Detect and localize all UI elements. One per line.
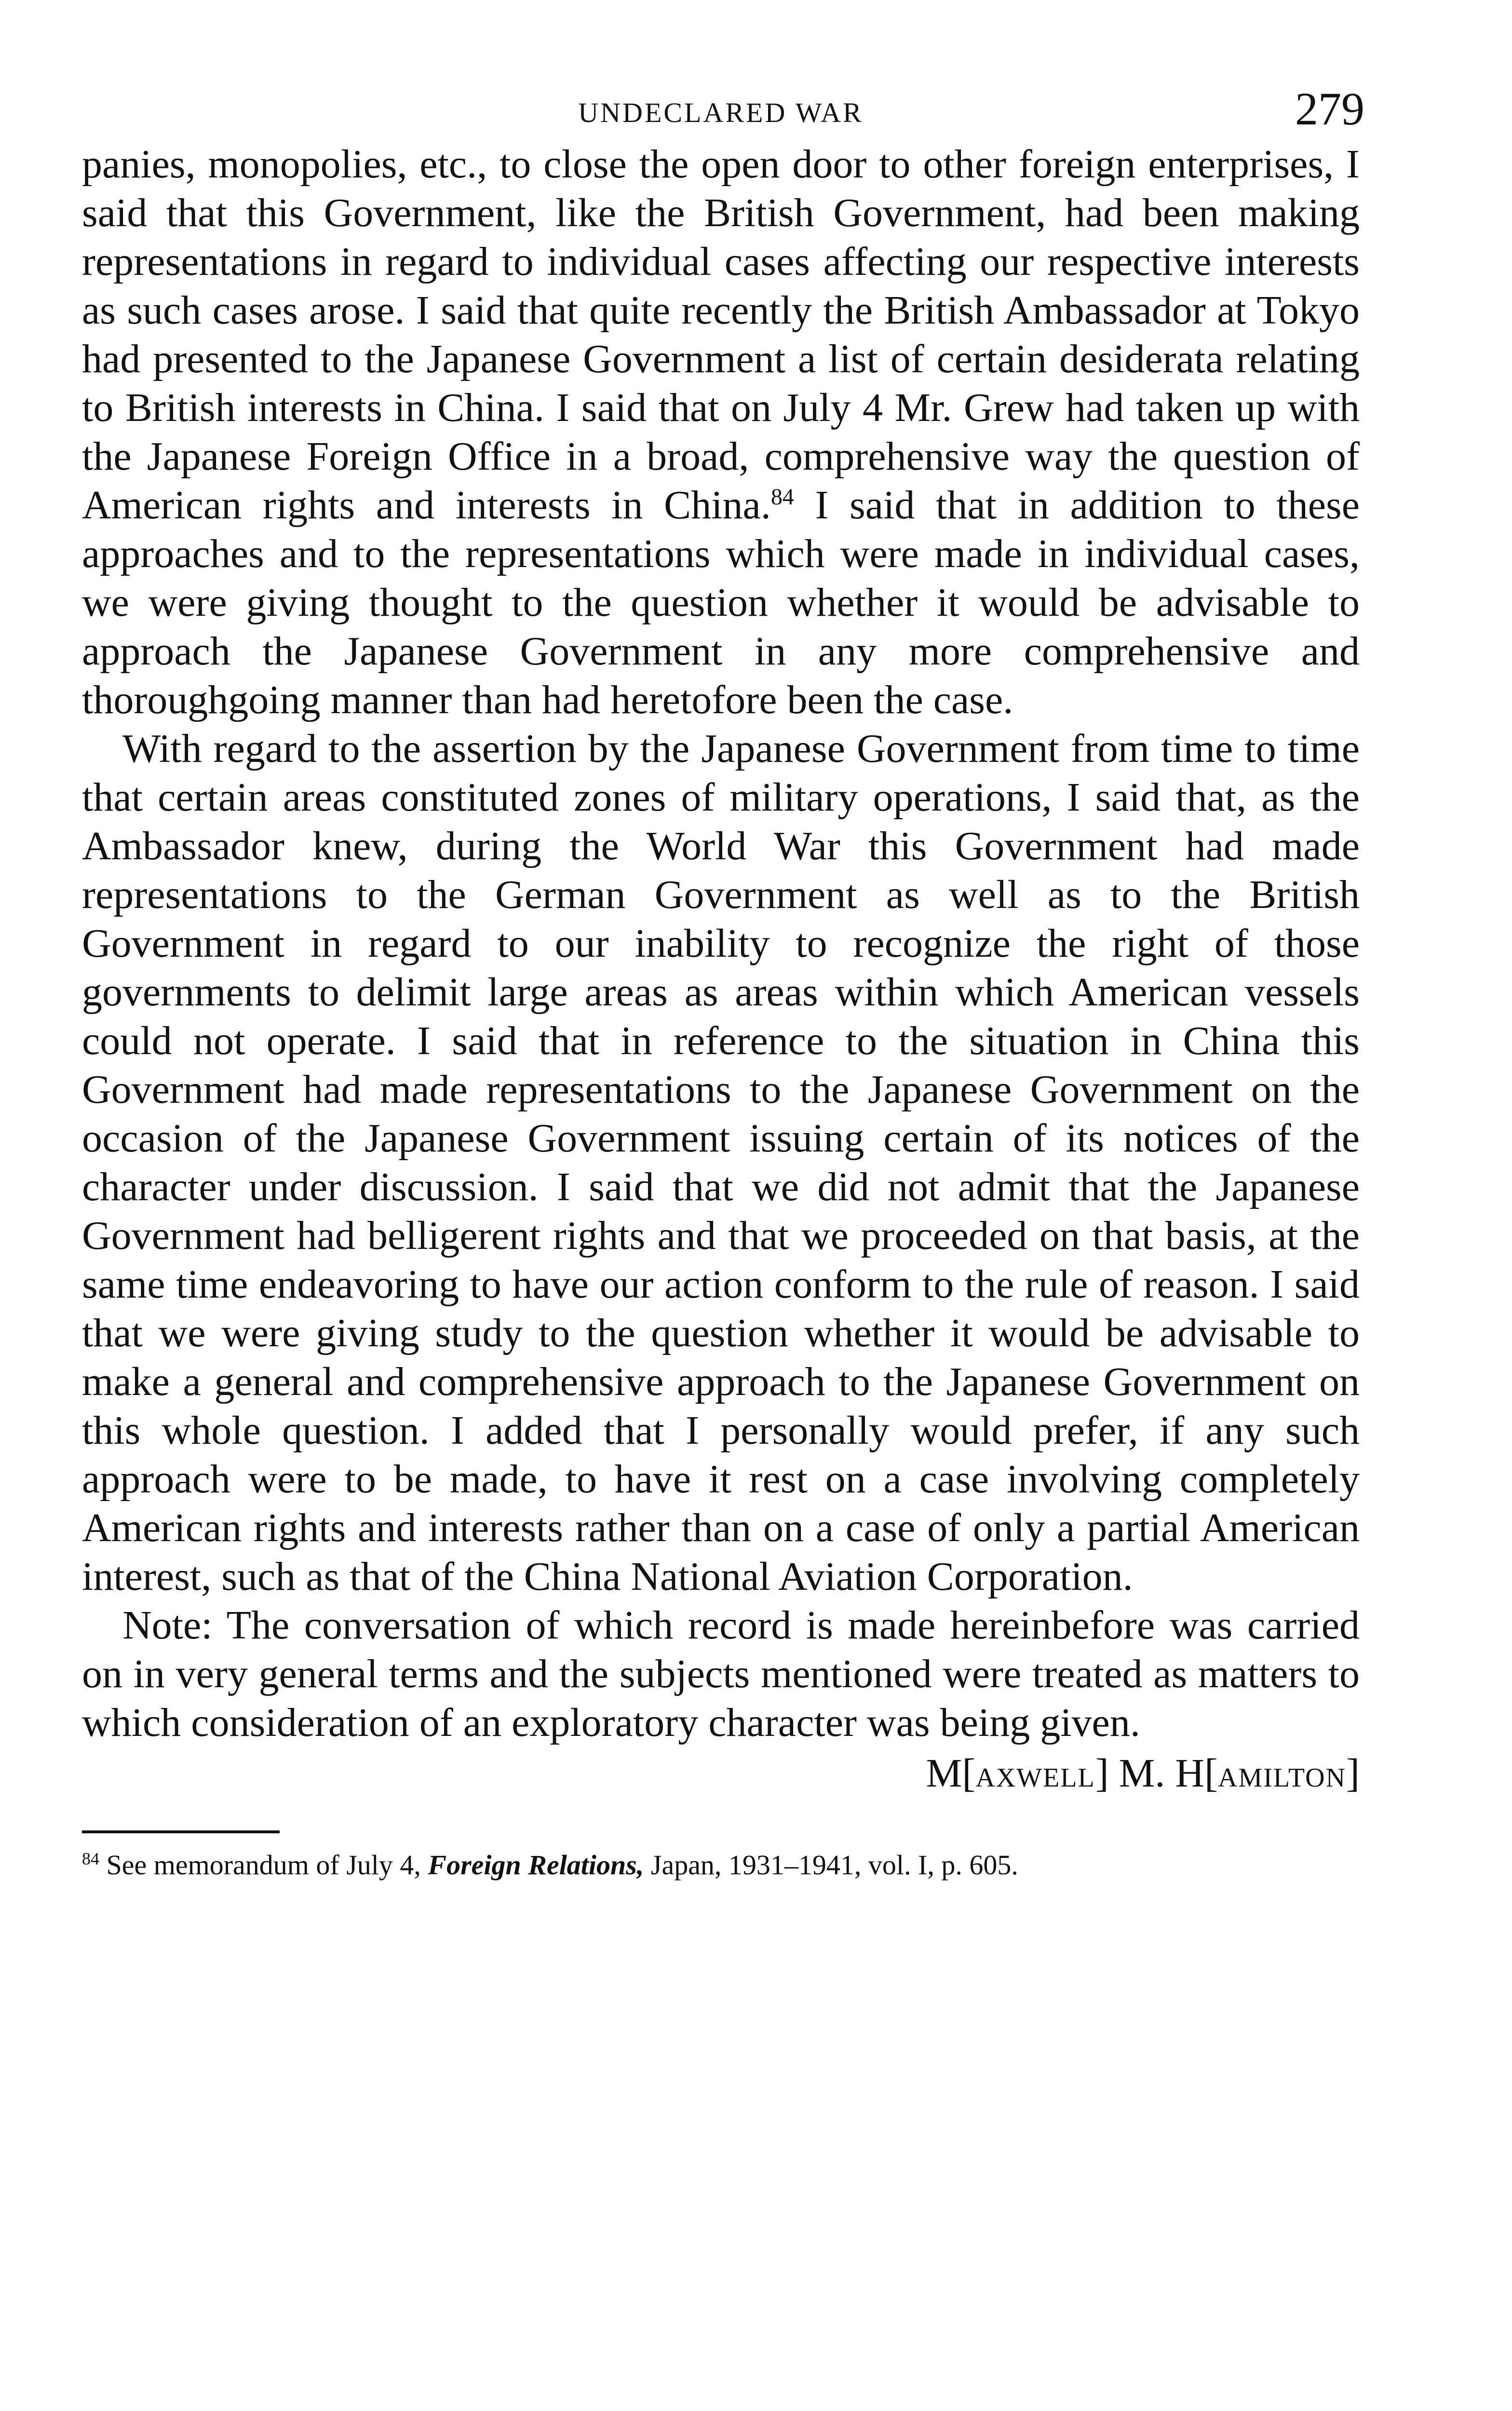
footnote-reference-84[interactable]: 84 xyxy=(770,484,794,510)
paragraph-1-text-b: I said that in addition to these approaches and to the representations which were made in individual cases, we were giving thought to the question whether it would be advisable to approach the Japanese Government in any more comprehensive and thoroughgoing manner than had heretofore been the case. xyxy=(82,483,1360,722)
paragraph-1 xyxy=(82,140,1360,724)
signature xyxy=(82,1749,1360,1802)
running-head xyxy=(82,82,1364,140)
signature-part-3: ] xyxy=(1346,1751,1360,1796)
paragraph-1-text-a: panies, monopolies, etc., to close the open door to other foreign enterprises, I said that this Government, like the British Government, had been making representations in regard to individual cases affecting our respective interests as such cases arose. I said that quite recently the British Ambassador at Tokyo had presented to the Japanese Government a list of certain desiderata relating to British interests in China. I said that on July 4 Mr. Grew had taken up with the Japanese Foreign Office in a broad, comprehensive way the question of American rights and interests in China. xyxy=(82,142,1360,528)
footnote xyxy=(82,1847,1360,1883)
document-page xyxy=(82,82,1364,1883)
signature-small-caps-1: AXWELL xyxy=(975,1763,1095,1793)
paragraph-3-note: Note: The conversation of which record is made hereinbefore was carried on in very general terms and the subjects mentioned were treated as matters to which consideration of an exploratory character was being given. xyxy=(82,1603,1360,1745)
running-title: UNDECLARED WAR xyxy=(578,97,864,128)
signature-part-2: ] M. H[ xyxy=(1095,1751,1218,1796)
footnote-text-b: Japan, 1931–1941, vol. I, p. 605. xyxy=(644,1849,1018,1881)
footnote-divider xyxy=(82,1830,280,1833)
body-text xyxy=(82,140,1360,1747)
signature-small-caps-2: AMILTON xyxy=(1217,1763,1347,1793)
footnote-marker: 84 xyxy=(82,1849,99,1869)
footnote-italic-title: Foreign Relations, xyxy=(428,1849,644,1881)
page-number: 279 xyxy=(1295,83,1364,135)
footnote-text-a: See memorandum of July 4, xyxy=(99,1849,428,1881)
paragraph-2: With regard to the assertion by the Japanese Government from time to time that certain areas constituted zones of military operations, I said that, as the Ambassador knew, during the World War this Government had made representations to the German Government as well as to the British Government in regard to our inability to recognize the right of those governments to delimit large areas as areas within which American vessels could not operate. I said that in reference to the situation in China this Government had made representations to the Japanese Government on the occasion of the Japanese Government issuing certain of its notices of the character under discussion. I said that we did not admit that the Japanese Government had belligerent rights and that we proceeded on that basis, at the same time endeavoring to have our action conform to the rule of reason. I said that we were giving study to the question whether it would be advisable to make a general and comprehensive approach to the Japanese Government on this whole question. I added that I personally would prefer, if any such approach were to be made, to have it rest on a case involving completely American rights and interests rather than on a case of only a partial American interest, such as that of the China National Aviation Corporation. xyxy=(82,726,1360,1599)
signature-part-1: M[ xyxy=(926,1751,976,1796)
